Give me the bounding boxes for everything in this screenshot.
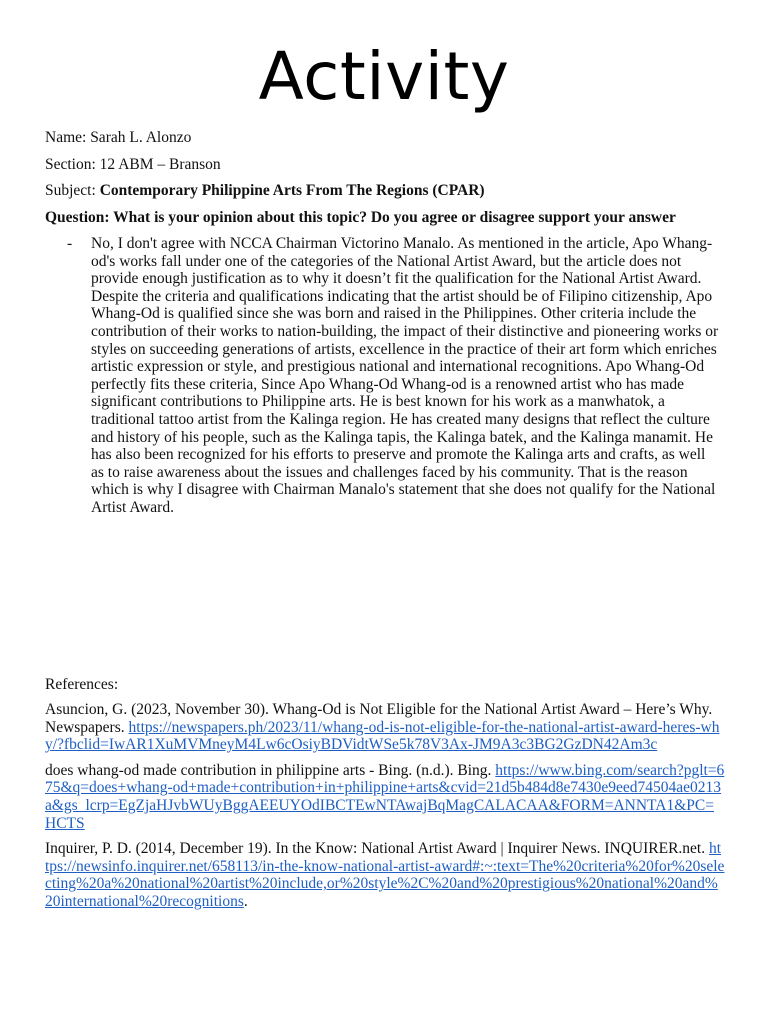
references-heading: References:: [45, 676, 119, 693]
question-text: Question: What is your opinion about this topic? Do you agree or disagree support your answer: [45, 209, 676, 226]
reference-trailing: .: [243, 892, 248, 910]
subject-label: Subject:: [45, 182, 100, 199]
reference-citation: Inquirer, P. D. (2014, December 19). In the Know: National Artist Award | Inquirer News. INQUIRER.net.: [45, 840, 709, 858]
subject-line: [45, 181, 735, 201]
answer-block: [45, 235, 725, 517]
reference-item: [45, 762, 725, 832]
reference-link[interactable]: https://newspapers.ph/2023/11/whang-od-is-not-eligible-for-the-national-artist-award-heres-why/?fbclid=IwAR1XuMVMneyM4Lw6cOsiyBDVidtWSe5k78V3Ax-JM9A3c3BG2GzDN42Am3c: [45, 718, 720, 754]
answer-paragraph: No, I don't agree with NCCA Chairman Victorino Manalo. As mentioned in the article, Apo Whang-od's works fall under one of the categories of the National Artist Award, but the article does not provide enough justification as to why it doesn’t fit the qualification for the National Artist Award. Despite the criteria and qualifications indicating that the artist should be of Filipino citizenship, Apo Whang-Od is qualified since she was born and raised in the Philippines. Other criteria include the contribution of their works to nation-building, the impact of their distinctive and pioneering works or styles on succeeding generations of artists, excellence in the practice of their art form which enriches artistic expression or style, and prestigious national and international recognitions. Apo Whang-Od perfectly fits these criteria, Since Apo Whang-Od Whang-od is a renowned artist who has made significant contributions to Philippine arts. He is best known for his work as a manwhatok, a traditional tattoo artist from the Kalinga region. He has created many designs that reflect the culture and history of his people, such as the Kalinga tapis, the Kalinga batek, and the Kalinga manamit. He has also been recognized for his efforts to preserve and promote the Kalinga arts and crafts, as well as to raise awareness about the issues and challenges faced by his community. That is the reason which is why I disagree with Chairman Manalo's statement that she does not qualify for the National Artist Award.: [91, 235, 719, 516]
question-line: [45, 208, 735, 228]
page-title: Activity: [258, 38, 510, 115]
references-section: [45, 675, 725, 919]
reference-item: [45, 840, 725, 910]
reference-item: [45, 701, 725, 754]
reference-citation: Asuncion, G. (2023, November 30). Whang-Od is Not Eligible for the National Artist Award – Here’s Why. Newspapers.: [45, 701, 713, 736]
reference-link[interactable]: https://www.bing.com/search?pglt=675&q=does+whang-od+made+contribution+in+philippine+arts&cvid=21d5b484d8e7430e9eed74504ae0213a&gs_lcrp=EgZjaHJvbWUyBggAEEUYOdIBCTEwNTAwajBqMagCALACAA&FORM=ANNTA1&PC=HCTS: [45, 761, 725, 832]
reference-link[interactable]: https://newsinfo.inquirer.net/658113/in-the-know-national-artist-award#:~:text=The%20criteria%20for%20selecting%20a%20national%20artist%20include,or%20style%2C%20and%20prestigious%20national%20and%20international%20recognitions: [45, 840, 725, 910]
reference-citation: does whang-od made contribution in philippine arts - Bing. (n.d.). Bing.: [45, 761, 496, 779]
subject-value: Contemporary Philippine Arts From The Regions (CPAR): [99, 182, 485, 199]
student-name: Name: Sarah L. Alonzo: [45, 129, 192, 146]
list-bullet: -: [67, 235, 73, 252]
student-section: Section: 12 ABM – Branson: [45, 156, 221, 173]
